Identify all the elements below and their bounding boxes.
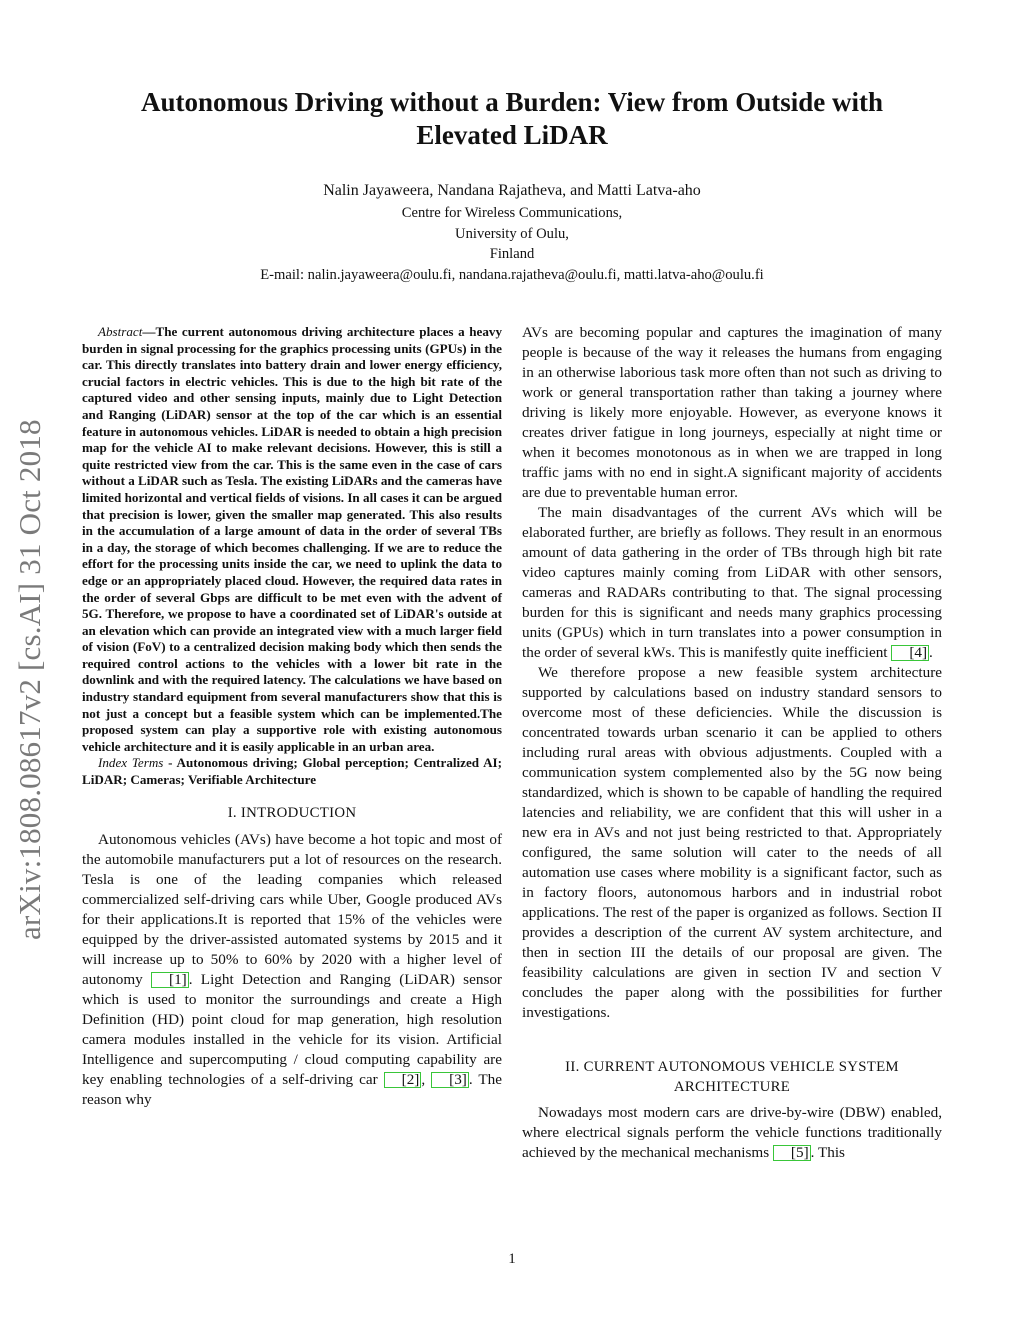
intro-text: . The reason why: [82, 1070, 502, 1108]
citation-link[interactable]: [1]: [151, 972, 189, 988]
affiliation-line: Centre for Wireless Communications,: [401, 205, 623, 221]
intro-text: Autonomous vehicles (AVs) have become a hot topic and most of the automobile manufacturers put a lot of resources on the research. Tesla is one of the leading companies which released commercialized self-driving cars while Uber, Google produced AVs for their applications.It is reported that 15% of the vehicles were equipped by the driver-assisted automated systems by 2015 and it will increase up to 50% to 60% by 2020 with a higher level of autonomy: [82, 830, 502, 988]
section2-paragraph: [522, 1103, 942, 1163]
citation-separator: ,: [421, 1070, 432, 1088]
arxiv-side-stamp: arXiv:1808.08617v2 [cs.AI] 31 Oct 2018: [12, 419, 47, 940]
section-heading: I. INTRODUCTION: [227, 804, 357, 821]
section-heading: [522, 1057, 942, 1097]
page-number: 1: [508, 1251, 516, 1267]
title-line-2: Elevated LiDAR: [416, 120, 608, 150]
abstract: [82, 324, 502, 755]
intro-paragraph: [82, 830, 502, 1110]
section-heading-line: II. CURRENT AUTONOMOUS VEHICLE SYSTEM: [565, 1059, 899, 1075]
section-heading-line: ARCHITECTURE: [673, 1079, 791, 1095]
title-line-1: Autonomous Driving without a Burden: View from Outside with: [140, 87, 884, 117]
intro-paragraph: AVs are becoming popular and captures the imagination of many people is because of the way it releases the humans from engaging in an otherwise laborious task more often than not such as driving to work or general transportation rather than taking a journey where driving is likely more enjoyable. However, as everyone knows it creates driver fatigue in long journeys, especially at night time or when it becomes monotonous as in when we are trapped in long traffic jams with no end in sight.A significant majority of accidents are due to preventable human error.: [522, 324, 942, 501]
citation-link[interactable]: [2]: [384, 1072, 422, 1088]
citation-link[interactable]: [4]: [891, 645, 929, 661]
section2-text: . This: [810, 1144, 845, 1161]
section2-text: Nowadays most modern cars are drive-by-wire (DBW) enabled, where electrical signals perform the vehicle functions traditionally achieved by the mechanical mechanisms: [522, 1104, 942, 1161]
email-line: E-mail: nalin.jayaweera@oulu.fi, nandana.rajatheva@oulu.fi, matti.latva-aho@oulu.fi: [260, 266, 764, 283]
index-terms: [82, 755, 502, 788]
intro-paragraph: [522, 503, 942, 663]
affiliation-block: [100, 203, 924, 285]
right-column: [522, 323, 942, 1163]
intro-text: . Light Detection and Ranging (LiDAR) sensor which is used to monitor the surroundings and create a High Definition (HD) point cloud for map generation, high resolution camera modules installed in the vehicle for its vision. Artificial Intelligence and supercomputing / cloud computing capability are key enabling technologies of a self-driving car: [82, 970, 502, 1088]
paper-title: [100, 86, 924, 152]
intro-text: The main disadvantages of the current AVs which will be elaborated further, are briefly as follows. They result in an enormous amount of data gathering in the order of TBs through high bit rate video captures mainly coming from LiDAR with other sensors, cameras and RADARs contributing to that. The signal processing burden for this is significant and needs many graphics processing units (GPUs) which in turn translates into a power consumption in the order of several kWs. This is manifestly quite inefficient: [522, 504, 942, 661]
citation-link[interactable]: [3]: [431, 1072, 469, 1088]
intro-text: .: [929, 644, 933, 661]
citation-link[interactable]: [5]: [773, 1145, 811, 1161]
intro-paragraph: We therefore propose a new feasible system architecture supported by calculations based on industry standard sensors to overcome most of these deficiencies. While the discussion is concentrated towards urban scenario it can be applied to others including rural areas with obvious adjustments. Coupled with a communication system complemented also by the 5G now being standardized, which is shown to be capable of handling the required latencies and reliability, we are confident that this will usher in a new era in AVs and not just being restricted to that. Appropriately configured, the same solution will cater to the needs of all automation use cases where mobility is a significant factor, such as in factory floors, autonomous harbors and in industrial robot applications. The rest of the paper is organized as follows. Section II provides a description of the current AV system architecture, and then in section III the details of our proposal are given. The feasibility calculations are given in section IV and section V concludes the paper along with the possibilities for further investigations.: [522, 664, 942, 1021]
abstract-lead: Abstract: [98, 324, 143, 339]
affiliation-line: University of Oulu,: [455, 225, 569, 242]
index-terms-text: - Autonomous driving; Global perception; Centralized AI; LiDAR; Cameras; Verifiable Architecture: [82, 755, 503, 788]
authors-text: Nalin Jayaweera, Nandana Rajatheva, and Matti Latva-aho: [323, 182, 701, 199]
abstract-text: —The current autonomous driving architecture places a heavy burden in signal processing for the graphics processing units (GPUs) in the car. This directly translates into battery drain and lower energy efficiency, crucial factors in electric vehicles. This is due to the high bit rate of the captured video and other sensing inputs, mainly due to Light Detection and Ranging (LiDAR) sensor at the top of the car which is an essential feature in autonomous vehicles. LiDAR is needed to obtain a high precision map for the vehicle AI to make relevant decisions. However, this is still a quite restricted view from the car. This is the same even in the case of cars without a LiDAR such as Tesla. The existing LiDARs and the cameras have limited horizontal and vertical fields of visions. In all cases it can be argued that precision is lower, given the smaller map generated. This also results in the accumulation of a large amount of data in the order of several TBs in a day, the storage of which becomes challenging. If we are to reduce the effort for the processing units inside the car, we need to uplink the data to edge or an appropriately placed cloud. However, the required data rates in the order of several Gbps are difficult to be met even with the advent of 5G. Therefore, we propose to have a coordinated set of LiDAR's outside at an elevation which can provide an integrated view with a much larger field of vision (FoV) to a centralized decision making body which then sends the required control actions to the vehicles with a lower bit rate in the downlink and with the required latency. The calculations we have based on industry standard equipment from several manufacturers show that this is not just a concept but a feasible system which can be implemented.The proposed system can play a supportive role with existing autonomous vehicle architecture and it is easily applicable in an urban area.: [82, 324, 502, 754]
affiliation-line: Finland: [489, 246, 535, 263]
author-list: [100, 180, 924, 202]
left-column: [82, 324, 502, 1110]
index-terms-lead: Index Terms: [98, 755, 164, 771]
